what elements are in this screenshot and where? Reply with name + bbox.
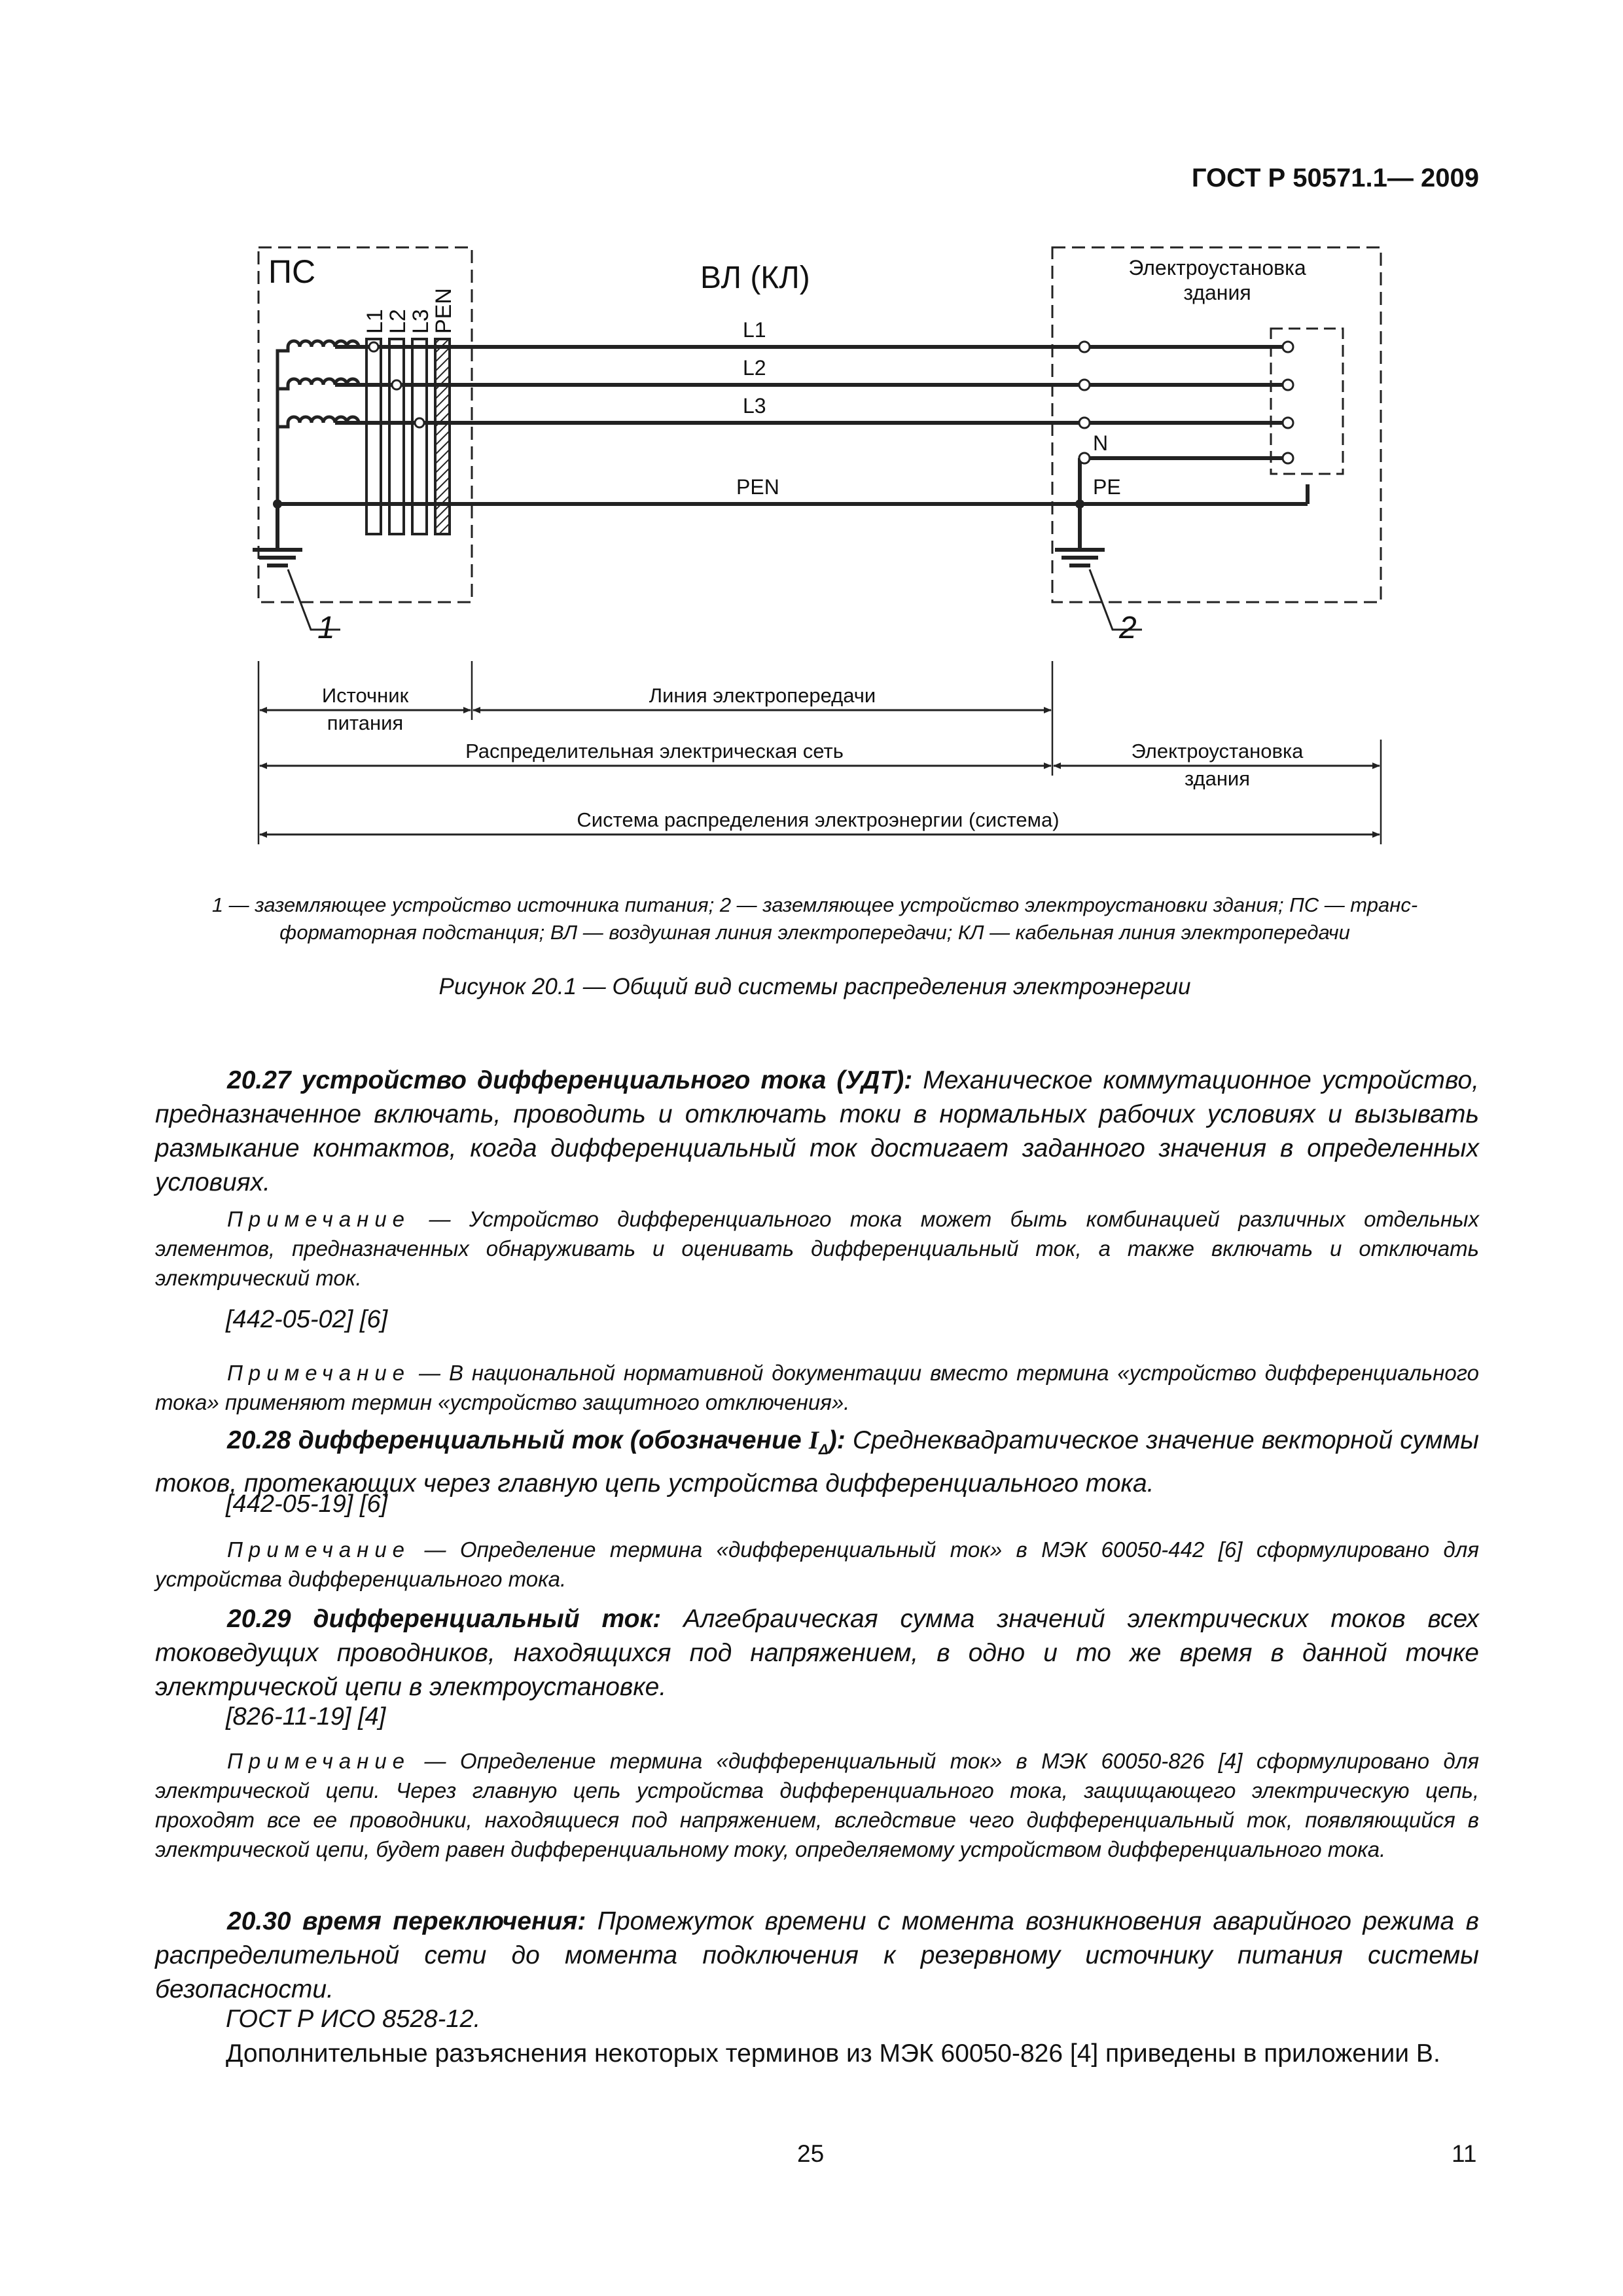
note-text: — Устройство дифференциального тока может быть комбинацией различных отдельных элементов, предназначенных обнаруживать и оценивать дифференциальный ток, а также включать и отключать электрический ток. xyxy=(155,1207,1479,1290)
wire-label-n: N xyxy=(1093,431,1109,455)
note-text: — В национальной нормативной документации вместо термина «устройство дифференциального тока» применяют термин «устройство защитного отключения». xyxy=(155,1361,1479,1414)
section-20-30 xyxy=(155,1905,1479,2007)
symbol-i: I xyxy=(808,1426,819,1454)
section-20-29 xyxy=(155,1602,1479,1704)
connection-points xyxy=(369,342,1293,463)
reference-20-28: [442-05-19] [6] xyxy=(226,1490,388,1518)
busbar-labels xyxy=(363,288,456,334)
term-20-27: 20.27 устройство дифференциального тока (УДТ): xyxy=(227,1066,913,1094)
conductors xyxy=(277,347,1308,504)
earthing-symbol-1 xyxy=(253,504,302,565)
dim-installation-line1: Электроустановка xyxy=(1131,740,1304,762)
reference-20-30: ГОСТ Р ИСО 8528-12. xyxy=(226,2005,481,2033)
term-20-28 xyxy=(227,1426,846,1458)
busbar-label-l3: L3 xyxy=(408,309,433,334)
building-label-line1: Электроустановка xyxy=(1128,256,1306,279)
earthing-symbol-2 xyxy=(1055,504,1105,565)
note-label: Примечание xyxy=(227,1207,411,1231)
section-20-27 xyxy=(155,1064,1479,1200)
note-20-27-b xyxy=(155,1358,1479,1417)
wire-label-l1: L1 xyxy=(743,318,766,342)
distribution-system-figure xyxy=(249,242,1400,857)
dim-source-line2: питания xyxy=(327,711,404,734)
note-label: Примечание xyxy=(227,1361,411,1385)
substation-label: ПС xyxy=(268,253,316,290)
figure-caption: Рисунок 20.1 — Общий вид системы распределения электроэнергии xyxy=(438,974,1191,999)
section-20-28 xyxy=(155,1424,1479,1501)
figure-legend xyxy=(151,891,1479,946)
load-box xyxy=(1271,329,1343,474)
page-number-right: 11 xyxy=(1452,2140,1477,2167)
symbol-delta: Δ xyxy=(819,1441,829,1458)
definition-20-30: Промежуток времени с момента возникновения аварийного режима в распределительной сети до момента подключения к резервному источнику питания системы безопасности. xyxy=(155,1907,1479,2003)
term-20-30: 20.30 время переключения: xyxy=(227,1907,586,1935)
dim-line: Линия электропередачи xyxy=(649,684,876,707)
term-20-28-b: ): xyxy=(828,1426,846,1454)
busbar-label-pen: PEN xyxy=(431,288,456,334)
wire-label-pen: PEN xyxy=(736,475,779,499)
wire-label-l3: L3 xyxy=(743,394,766,418)
definition-20-28: Среднеквадратическое значение векторной суммы токов, протекающих через главную цепь устройства дифференциального тока. xyxy=(155,1426,1479,1498)
definition-20-29: Алгебраическая сумма значений электрических токов всех токоведущих проводников, находящихся под напряжением, в одно и то же время в данной точке электрической цепи в электроустановке. xyxy=(155,1605,1479,1701)
note-label: Примечание xyxy=(227,1749,411,1773)
note-20-27-a xyxy=(155,1204,1479,1293)
note-20-29 xyxy=(155,1746,1479,1864)
note-text: — Определение термина «дифференциальный ток» в МЭК 60050-442 [6] сформулировано для устройства дифференциального тока. xyxy=(155,1537,1479,1591)
term-20-28-a: 20.28 дифференциальный ток (обозначение xyxy=(227,1426,809,1454)
busbar-label-l1: L1 xyxy=(363,309,387,334)
legend-line-2: форматорная подстанция; ВЛ — воздушная линия электропередачи; КЛ — кабельная линия электропередачи xyxy=(279,921,1350,944)
definition-20-27: Механическое коммутационное устройство, предназначенное включать, проводить и отключать токи в нормальных рабочих условиях и вызывать размыкание контактов, когда дифференциальный ток достигает заданного значения в определенных условиях. xyxy=(155,1066,1479,1196)
note-label: Примечание xyxy=(227,1537,411,1562)
term-20-29: 20.29 дифференциальный ток: xyxy=(227,1605,662,1633)
document-code: ГОСТ Р 50571.1— 2009 xyxy=(1191,164,1479,192)
dim-network: Распределительная электрическая сеть xyxy=(465,740,844,762)
reference-20-27: [442-05-02] [6] xyxy=(226,1306,388,1333)
busbar-label-l2: L2 xyxy=(385,309,410,334)
note-text: — Определение термина «дифференциальный ток» в МЭК 60050-826 [4] сформулировано для электрической цепи. Через главную цепь устройства дифференциального тока, защищающего электрическую цепь, проходят все ее проводники, находящиеся под напряжением, вследствие чего дифференциальный ток, появляющийся в электрической цепи, будет равен дифференциальному току, определяемому устройством дифференциального тока. xyxy=(155,1749,1479,1861)
dim-installation-line2: здания xyxy=(1184,767,1251,790)
wire-label-l2: L2 xyxy=(743,356,766,380)
legend-line-1: 1 — заземляющее устройство источника питания; 2 — заземляющее устройство электроустановки здания; ПС — транс- xyxy=(211,893,1418,916)
dim-system: Система распределения электроэнергии (система) xyxy=(577,808,1060,831)
page-number-center: 25 xyxy=(797,2140,825,2167)
annex-note: Дополнительные разъяснения некоторых терминов из МЭК 60050-826 [4] приведены в приложении В. xyxy=(226,2039,1440,2068)
note-20-28 xyxy=(155,1535,1479,1594)
building-label-line2: здания xyxy=(1183,281,1251,304)
dim-source-line1: Источник xyxy=(321,684,409,707)
earthing-label-1: 1 xyxy=(317,611,335,645)
earthing-label-2: 2 xyxy=(1119,611,1137,645)
reference-20-29: [826-11-19] [4] xyxy=(226,1703,386,1731)
wire-label-pe: PE xyxy=(1093,475,1121,499)
line-label: ВЛ (КЛ) xyxy=(700,260,810,295)
